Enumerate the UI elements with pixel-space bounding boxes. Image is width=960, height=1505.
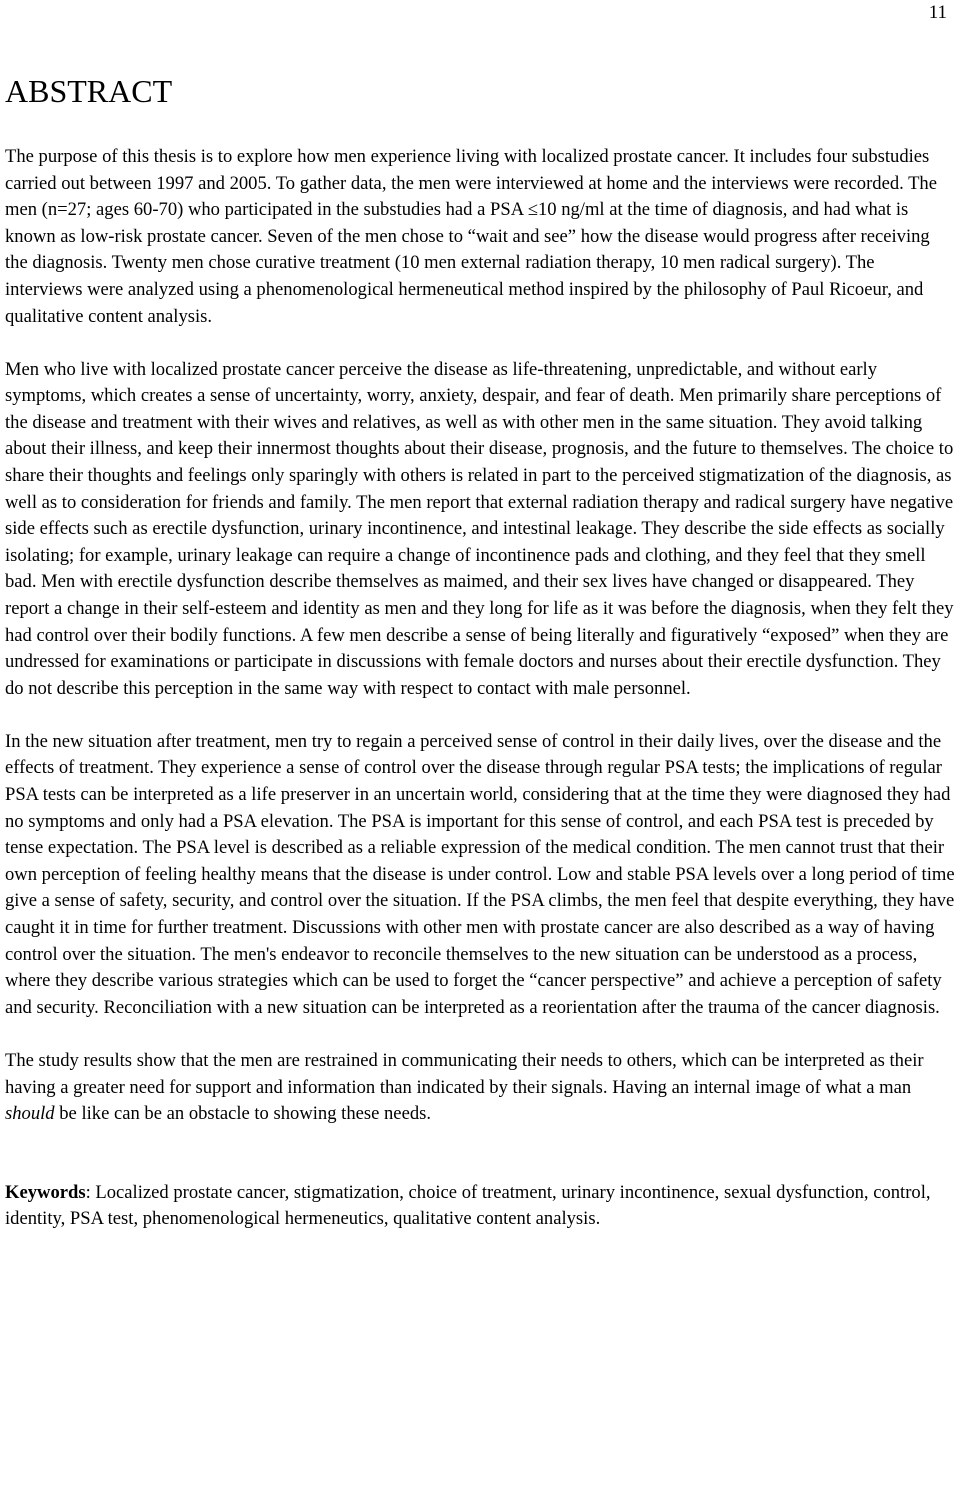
section-heading: ABSTRACT [5, 73, 173, 109]
keywords-list: : Localized prostate cancer, stigmatization, choice of treatment, urinary incontinence, sexual dysfunction, control, identity, PSA test, phenomenological hermeneutics, qualitative content analysis. [5, 1181, 931, 1230]
keywords-label: Keywords [5, 1181, 86, 1203]
paragraph-4-text-start: The study results show that the men are restrained in communicating their needs to others, which can be interpreted as their having a greater need for support and information than indicated by their signals. Having an internal image of what a man [5, 1049, 924, 1098]
abstract-paragraph-4 [5, 1048, 955, 1128]
abstract-paragraph-1: The purpose of this thesis is to explore how men experience living with localized prostate cancer. It includes four substudies carried out between 1997 and 2005. To gather data, the men were interviewed at home and the interviews were recorded. The men (n=27; ages 60-70) who participated in the substudies had a PSA ≤10 ng/ml at the time of diagnosis, and had what is known as low-risk prostate cancer. Seven of the men chose to “wait and see” how the disease would progress after receiving the diagnosis. Twenty men chose curative treatment (10 men external radiation therapy, 10 men radical surgery). The interviews were analyzed using a phenomenological hermeneutical method inspired by the philosophy of Paul Ricoeur, and qualitative content analysis. [5, 146, 937, 327]
page-number: 11 [928, 2, 947, 23]
paragraph-4-text-end: be like can be an obstacle to showing these needs. [54, 1103, 431, 1125]
abstract-paragraph-2: Men who live with localized prostate cancer perceive the disease as life-threatening, unpredictable, and without early symptoms, which creates a sense of uncertainty, worry, anxiety, despair, and fear of death. Men primarily share perceptions of the disease and treatment with their wives and relatives, as well as with other men in the same situation. They avoid talking about their illness, and keep their innermost thoughts about their disease, prognosis, and the future to themselves. The choice to share their thoughts and feelings only sparingly with others is related in part to the perceived stigmatization of the diagnosis, as well as to consideration for friends and family. The men report that external radiation therapy and radical surgery have negative side effects such as erectile dysfunction, urinary incontinence, and intestinal leakage. They describe the side effects as socially isolating; for example, urinary leakage can require a change of incontinence pads and clothing, and they feel that they smell bad. Men with erectile dysfunction describe themselves as maimed, and their sex lives have changed or disappeared. They report a change in their self-esteem and identity as men and they long for life as it was before the diagnosis, when they felt they had control over their bodily functions. A few men describe a sense of being literally and figuratively “exposed” when they are undressed for examinations or participate in discussions with female doctors and nurses about their erectile dysfunction. They do not describe this perception in the same way with respect to contact with male personnel. [5, 358, 954, 699]
keywords-paragraph [5, 1180, 955, 1233]
abstract-body [5, 144, 955, 1233]
abstract-paragraph-3: In the new situation after treatment, men try to regain a perceived sense of control in their daily lives, over the disease and the effects of treatment. They experience a sense of control over the disease through regular PSA tests; the implications of regular PSA tests can be interpreted as a life preserver in an uncertain world, considering that at the time they were diagnosed they had no symptoms and only had a PSA elevation. The PSA is important for this sense of control, and each PSA test is preceded by tense expectation. The PSA level is described as a reliable expression of the medical condition. The men cannot trust that their own perception of feeling healthy means that the disease is under control. Low and stable PSA levels over a long period of time give a sense of safety, security, and control over the situation. If the PSA climbs, the men feel that despite everything, they have caught it in time for further treatment. Discussions with other men with prostate cancer are also described as a way of having control over the situation. The men's endeavor to reconcile themselves to the new situation can be understood as a process, where they describe various strategies which can be used to forget the “cancer perspective” and achieve a perception of safety and security. Reconciliation with a new situation can be interpreted as a reorientation after the trauma of the cancer diagnosis. [5, 730, 955, 1018]
emphasized-word: should [5, 1103, 55, 1125]
